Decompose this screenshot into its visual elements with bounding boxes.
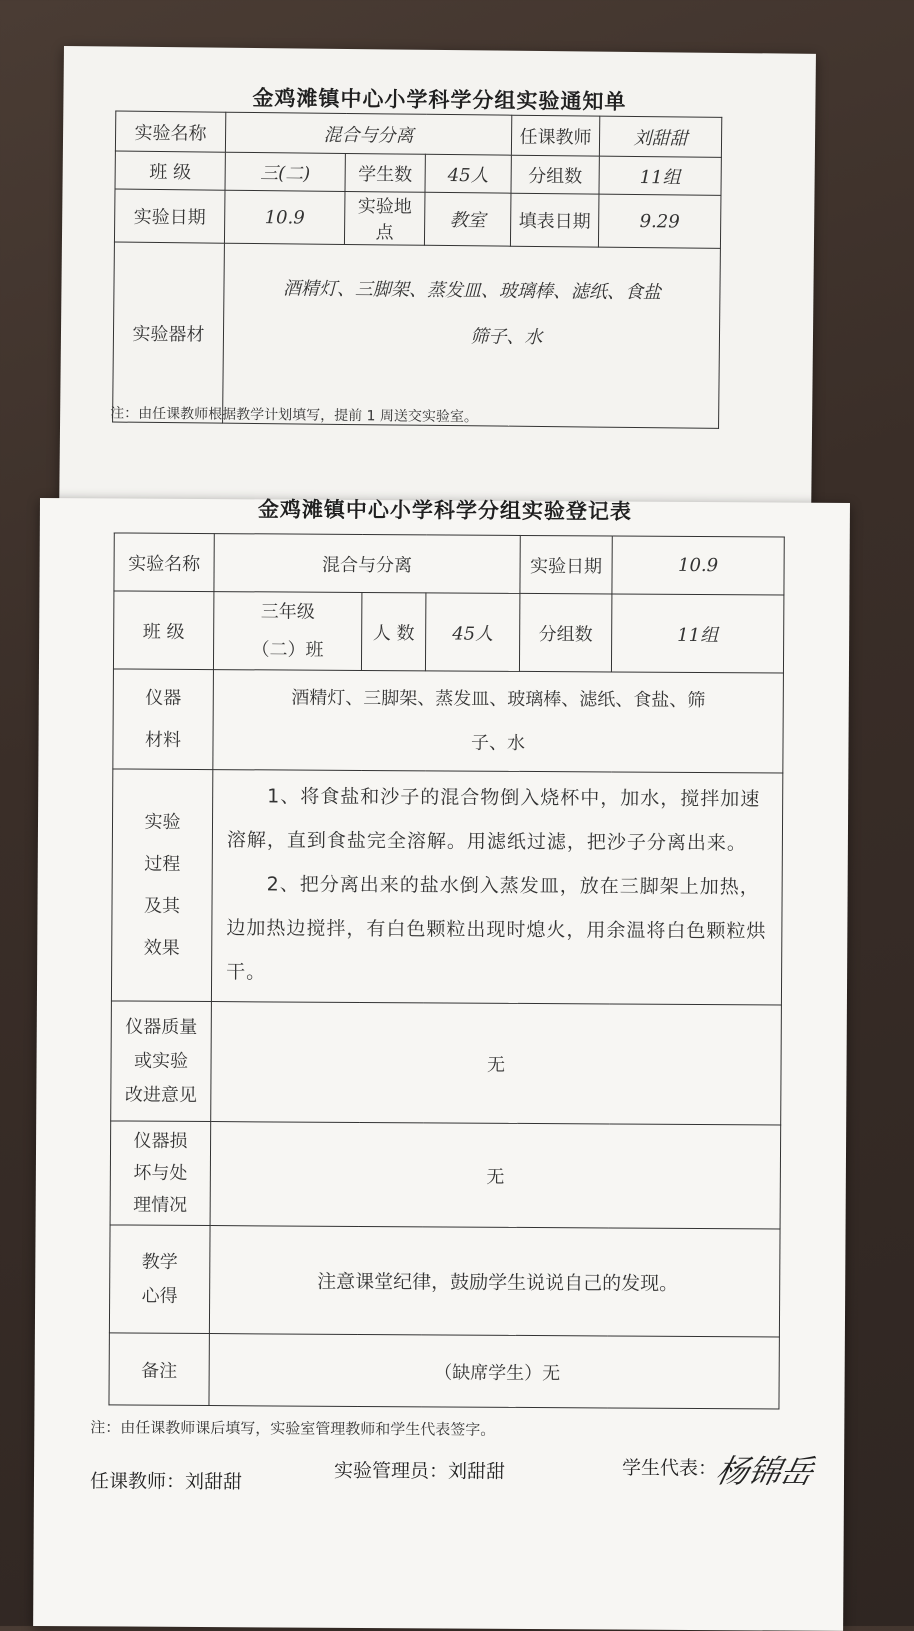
- notice-value-name: 混合与分离: [225, 112, 511, 155]
- notice-footnote: 注：由任课教师根据教学计划填写，提前 1 周送交实验室。: [110, 405, 479, 426]
- register-label-quality-2: 或实验: [134, 1050, 189, 1072]
- register-label-reflect: [109, 1225, 210, 1334]
- register-materials-line1: 酒精灯、三脚架、蒸发皿、玻璃棒、滤纸、食盐、筛: [291, 687, 706, 711]
- register-label-reflect-1: 教学: [141, 1251, 178, 1273]
- register-label-process-2: 过程: [144, 853, 181, 875]
- register-label-process-4: 效果: [143, 937, 180, 959]
- register-label-process-3: 及其: [143, 895, 181, 917]
- notice-value-date: 10.9: [224, 190, 345, 244]
- notice-label-groups: 分组数: [511, 155, 599, 194]
- register-footnote: 注：由任课教师课后填写，实验室管理教师和学生代表签字。: [90, 1418, 496, 1439]
- student-signature: [622, 1446, 817, 1493]
- notice-label-fill-date: 填表日期: [510, 193, 599, 247]
- register-label-quality-3: 改进意见: [124, 1084, 197, 1106]
- notice-label-class: 班 级: [115, 151, 225, 190]
- register-label-class: 班 级: [113, 591, 213, 670]
- register-label-process-1: 实验: [144, 811, 181, 833]
- register-process-paragraph-1: 1、将食盐和沙子的混合物倒入烧杯中，加水，搅拌加速溶解，直到食盐完全溶解。用滤纸过滤，把沙子分离出来。: [226, 785, 761, 855]
- register-value-groups: 11组: [611, 594, 783, 673]
- register-label-reflect-2: 心得: [141, 1285, 178, 1307]
- notice-value-equipment: [223, 243, 721, 428]
- register-label-damage: [110, 1121, 211, 1226]
- register-label-quality-1: 仪器质量: [125, 1016, 198, 1038]
- register-label-damage-2: 坏与处: [133, 1162, 188, 1184]
- notice-value-students: 45人: [425, 154, 511, 193]
- teacher-signature: 任课教师：刘甜甜: [89, 1470, 243, 1494]
- manager-signature: 实验管理员：刘甜甜: [333, 1459, 506, 1483]
- register-value-remarks: （缺席学生）无: [209, 1334, 779, 1409]
- register-value-name: 混合与分离: [214, 534, 520, 594]
- register-value-class: [213, 592, 361, 671]
- notice-label-teacher: 任课教师: [511, 115, 599, 156]
- notice-equipment-line2: 筛子、水: [470, 326, 543, 349]
- register-label-groups: 分组数: [519, 593, 611, 672]
- register-value-quality: 无: [211, 1002, 782, 1125]
- notice-value-teacher: 刘甜甜: [599, 116, 721, 157]
- notice-title: 金鸡滩镇中心小学科学分组实验通知单: [252, 85, 627, 114]
- register-class-line2: （二）班: [251, 638, 324, 661]
- register-title: 金鸡滩镇中心小学科学分组实验登记表: [257, 497, 633, 524]
- student-signature-name: 杨锦岳: [712, 1452, 817, 1491]
- register-label-materials-2: 材料: [144, 729, 182, 751]
- register-label-name: 实验名称: [114, 533, 214, 592]
- register-class-line1: 三年级: [260, 600, 315, 623]
- register-label-damage-3: 理情况: [133, 1194, 188, 1216]
- notice-label-equipment: 实验器材: [113, 242, 225, 423]
- register-value-damage: 无: [210, 1122, 781, 1229]
- notice-value-place: 教室: [424, 192, 511, 246]
- register-label-materials-1: 仪器: [145, 687, 182, 709]
- notice-equipment-line1: 酒精灯、三脚架、蒸发皿、玻璃棒、滤纸、食盐: [282, 278, 662, 304]
- register-value-process: [211, 770, 782, 1005]
- register-label-people: 人 数: [361, 592, 425, 670]
- notice-label-name: 实验名称: [115, 111, 225, 152]
- register-materials-line2: 子、水: [470, 732, 526, 754]
- notice-table: [112, 111, 722, 429]
- notice-label-place: 实验地点: [344, 191, 425, 245]
- notice-value-class: 三(二): [225, 152, 345, 191]
- student-signature-label: 学生代表：: [622, 1457, 718, 1480]
- register-table: [108, 532, 784, 1409]
- notice-label-date: 实验日期: [114, 189, 225, 243]
- register-value-reflect: 注意课堂纪律，鼓励学生说说自己的发现。: [209, 1226, 780, 1337]
- register-label-damage-1: 仪器损: [133, 1130, 188, 1152]
- register-label-process: [111, 769, 212, 1002]
- register-label-date: 实验日期: [520, 535, 612, 594]
- register-value-materials: [213, 670, 784, 773]
- notice-label-students: 学生数: [345, 153, 425, 192]
- register-value-people: 45人: [425, 593, 519, 672]
- notice-sheet: [59, 46, 816, 514]
- notice-value-groups: 11组: [599, 156, 721, 195]
- register-sheet: [33, 498, 850, 1631]
- notice-value-fill-date: 9.29: [598, 194, 721, 248]
- register-process-paragraph-2: 2、把分离出来的盐水倒入蒸发皿，放在三脚架上加热，边加热边搅拌，有白色颗粒出现时熄火，用余温将白色颗粒烘干。: [226, 873, 767, 984]
- register-label-materials: [113, 669, 214, 770]
- register-label-remarks: 备注: [109, 1333, 209, 1406]
- register-value-date: 10.9: [612, 536, 784, 595]
- register-label-quality: [111, 1001, 212, 1122]
